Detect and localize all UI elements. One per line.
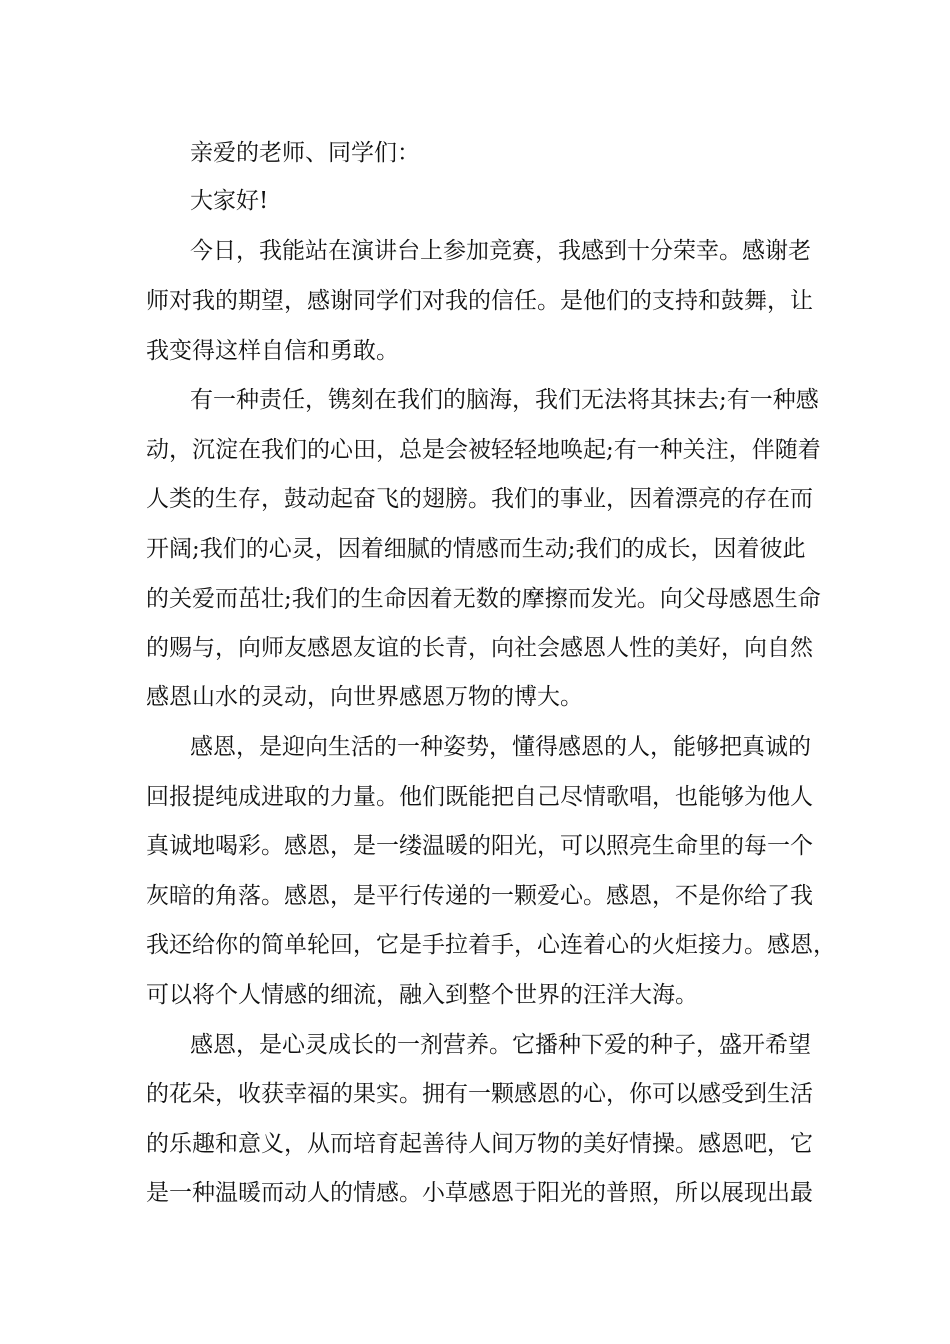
paragraph-line: 今日，我能站在演讲台上参加竞赛，我感到十分荣幸。感谢老 [190,238,811,264]
paragraph-line: 感恩，是迎向生活的一种姿势，懂得感恩的人，能够把真诚的 [190,734,811,760]
paragraph-line: 回报提纯成进取的力量。他们既能把自己尽情歌唱，也能够为他人 [146,784,813,810]
paragraph-line: 动，沉淀在我们的心田，总是会被轻轻地唤起;有一种关注，伴随着 [146,437,821,463]
paragraph-line: 的乐趣和意义，从而培育起善待人间万物的美好情操。感恩吧，它 [146,1131,813,1157]
paragraph-line: 的关爱而茁壮;我们的生命因着无数的摩擦而发光。向父母感恩生命 [146,586,821,612]
paragraph-line: 是一种温暖而动人的情感。小草感恩于阳光的普照，所以展现出最 [146,1180,813,1206]
paragraph-line: 师对我的期望，感谢同学们对我的信任。是他们的支持和鼓舞，让 [146,288,813,314]
paragraph-line: 人类的生存，鼓动起奋飞的翅膀。我们的事业，因着漂亮的存在而 [146,486,813,512]
paragraph-line: 灰暗的角落。感恩，是平行传递的一颗爱心。感恩，不是你给了我 [146,883,813,909]
greeting-line: 亲爱的老师、同学们： [190,140,420,166]
paragraph-line: 的赐与，向师友感恩友谊的长青，向社会感恩人性的美好，向自然 [146,635,813,661]
paragraph-line: 感恩山水的灵动，向世界感恩万物的博大。 [146,684,583,710]
paragraph-line: 我还给你的简单轮回，它是手拉着手，心连着心的火炬接力。感恩， [146,932,836,958]
paragraph-line: 我变得这样自信和勇敢。 [146,338,399,364]
paragraph-line: 开阔;我们的心灵，因着细腻的情感而生动;我们的成长，因着彼此 [146,536,806,562]
paragraph-line: 感恩，是心灵成长的一剂营养。它播种下爱的种子，盛开希望 [190,1032,811,1058]
paragraph-line: 的花朵，收获幸福的果实。拥有一颗感恩的心，你可以感受到生活 [146,1081,813,1107]
paragraph-line: 可以将个人情感的细流，融入到整个世界的汪洋大海。 [146,982,698,1008]
salutation-line: 大家好! [190,188,269,214]
paragraph-line: 真诚地喝彩。感恩，是一缕温暖的阳光，可以照亮生命里的每一个 [146,833,813,859]
paragraph-line: 有一种责任，镌刻在我们的脑海，我们无法将其抹去;有一种感 [190,387,819,413]
